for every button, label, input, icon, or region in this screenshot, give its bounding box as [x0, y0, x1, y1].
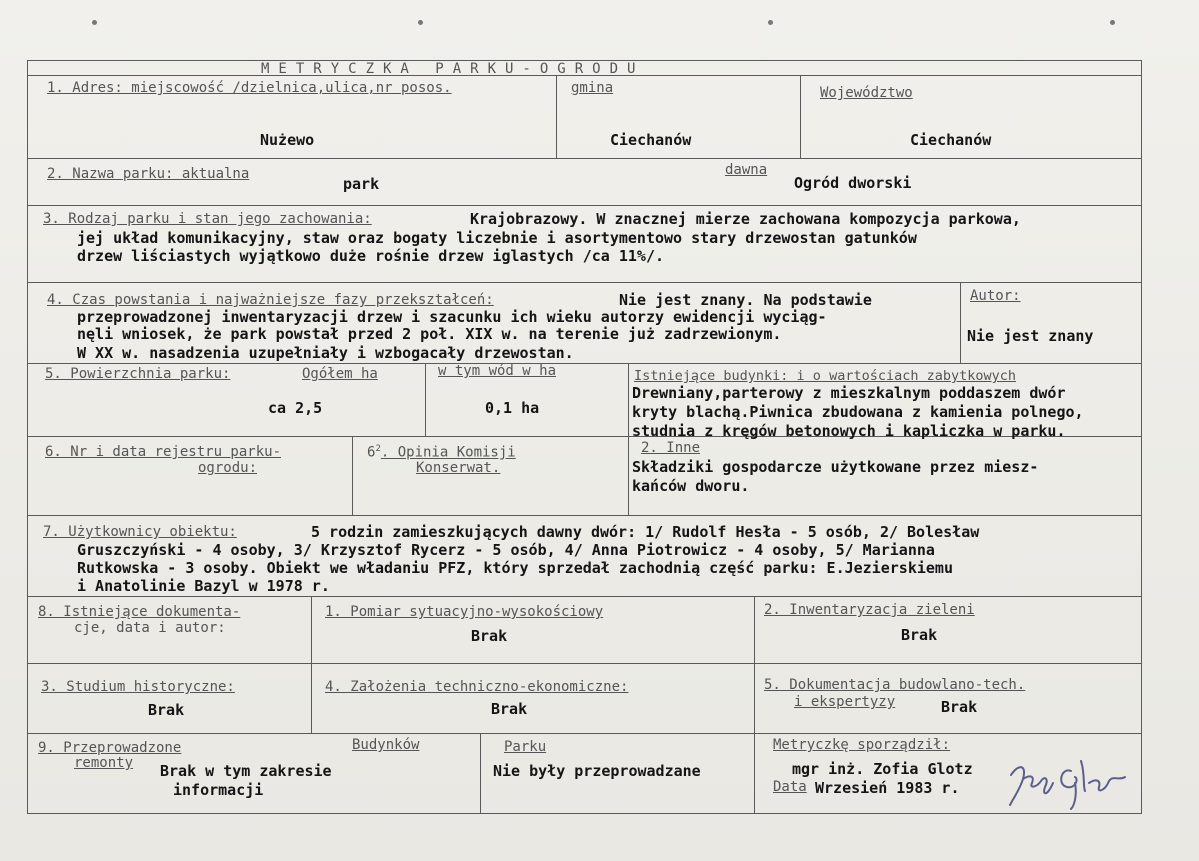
buildings-line: Drewniany,parterowy z mieszkalnym poddaszem dwór — [632, 384, 1066, 402]
date-value: Wrzesień 1983 r. — [815, 779, 960, 797]
buildings-label: Istniejące budynki: i o wartościach zabytkowych — [634, 368, 1017, 384]
author-label: Autor: — [970, 288, 1021, 304]
users-line: 5 rodzin zamieszkujących dawny dwór: 1/ Rudolf Hesła - 5 osób, 2/ Bolesław — [311, 523, 980, 541]
historical-study-label: 3. Studium historyczne: — [41, 679, 235, 695]
other-label: 2. Inne — [641, 440, 701, 456]
section-5 — [28, 363, 1141, 440]
water-value: 0,1 ha — [485, 399, 540, 417]
users-line: Rutkowska - 3 osoby. Obiekt we władaniu PFZ, który sprzedał zachodnią część parku: E.Jezierskiemu — [77, 559, 953, 577]
park-type-line: Krajobrazowy. W znacznej mierze zachowana kompozycja parkowa, — [470, 210, 1021, 228]
documentation-label: 8. Istniejące dokumenta- — [38, 604, 241, 620]
section-3 — [28, 206, 1141, 283]
punch-hole — [1110, 20, 1115, 25]
history-line: przeprowadzonej inwentaryzacji drzew i szacunku ich wieku autorzy ewidencji wyciąg- — [77, 308, 827, 326]
prepared-by-value: mgr inż. Zofia Glotz — [792, 760, 973, 778]
section-4 — [28, 283, 1141, 364]
author-value: Nie jest znany — [967, 327, 1094, 345]
users-label: 7. Użytkownicy obiektu: — [43, 524, 237, 540]
park-type-label: 3. Rodzaj parku i stan jego zachowania: — [43, 211, 372, 227]
construction-docs-label: 5. Dokumentacja budowlano-tech. — [764, 677, 1026, 693]
section-6 — [28, 437, 1141, 516]
register-label: 6. Nr i data rejestru parku- — [45, 444, 282, 460]
tech-economic-value: Brak — [491, 700, 528, 718]
park-type-line: jej układ komunikacyjny, staw oraz bogaty liczebnie i asortymentowo stary drzewostan gatunków — [77, 229, 917, 247]
form-title: METRYCZKA PARKU-OGRODU — [261, 61, 645, 77]
repairs-label: remonty — [74, 755, 134, 771]
historical-study-value: Brak — [148, 701, 185, 719]
repairs-park-value: Nie były przeprowadzane — [493, 762, 701, 780]
history-label: 4. Czas powstania i najważniejsze fazy przekształceń: — [47, 292, 494, 308]
title-row — [28, 61, 1141, 76]
area-total-value: ca 2,5 — [268, 399, 323, 417]
users-line: Gruszczyński - 4 osoby, 3/ Krzysztof Rycerz - 5 osób, 4/ Anna Piotrowicz - 4 osoby, 5/ Marianna — [77, 541, 935, 559]
section-9 — [28, 734, 1141, 813]
users-line: i Anatolinie Bazyl w 1978 r. — [77, 577, 330, 595]
park-name-former-label: dawna — [725, 162, 768, 178]
repairs-park-label: Parku — [504, 739, 547, 755]
history-line: nęli wniosek, że park powstał przed 2 poł. XIX w. na terenie już zadrzewionym. — [77, 325, 782, 343]
construction-docs-value: Brak — [941, 698, 978, 716]
form-table — [27, 60, 1142, 814]
construction-docs-label: i ekspertyzy — [794, 694, 896, 710]
repairs-buildings-label: Budynków — [352, 737, 420, 753]
register-label: ogrodu: — [198, 460, 258, 476]
park-name-label: 2. Nazwa parku: aktualna — [47, 166, 250, 182]
voivodeship-label: Województwo — [820, 85, 913, 101]
prepared-by-label: Metryczkę sporządził: — [773, 737, 951, 753]
other-line: Składziki gospodarcze użytkowane przez miesz- — [632, 458, 1039, 476]
section-1 — [28, 76, 1141, 159]
other-line: kańców dworu. — [632, 477, 750, 495]
history-line: W XX w. nasadzenia uzupełniały i wzbogacały drzewostan. — [77, 344, 574, 362]
punch-hole — [418, 20, 423, 25]
tech-economic-label: 4. Założenia techniczno-ekonomiczne: — [325, 679, 629, 695]
park-name-former: Ogród dworski — [794, 174, 912, 192]
date-label: Data — [773, 779, 807, 795]
handwritten-signature — [1005, 753, 1130, 813]
survey-value: Brak — [471, 627, 508, 645]
greenery-value: Brak — [901, 626, 938, 644]
punch-hole — [768, 20, 773, 25]
repairs-buildings-value: Brak w tym zakresie — [160, 762, 332, 780]
park-type-line: drzew liściastych wyjątkowo duże rośnie drzew iglastych /ca 11%/. — [77, 247, 664, 265]
gmina-value: Ciechanów — [610, 131, 692, 149]
section-8b — [28, 664, 1141, 734]
history-line: Nie jest znany. Na podstawie — [619, 291, 872, 309]
documentation-label: cje, data i autor: — [74, 620, 226, 636]
greenery-label: 2. Inwentaryzacja zieleni — [764, 602, 975, 618]
section-7 — [28, 516, 1141, 597]
area-label: 5. Powierzchnia parku: — [45, 366, 231, 382]
section-8a — [28, 597, 1141, 664]
gmina-label: gmina — [571, 80, 614, 96]
area-total-label: Ogółem ha — [302, 366, 378, 382]
survey-label: 1. Pomiar sytuacyjno-wysokościowy — [325, 604, 604, 620]
opinion-label: $6^2$. Opinia Komisji — [367, 444, 516, 461]
opinion-label: Konserwat. — [416, 460, 501, 476]
buildings-line: kryty blachą.Piwnica zbudowana z kamienia polnego, — [632, 403, 1084, 421]
water-label: w tym wód w ha — [438, 363, 557, 379]
repairs-label: 9. Przeprowadzone — [38, 740, 182, 756]
voivodeship-value: Ciechanów — [910, 131, 992, 149]
address-value: Nużewo — [260, 131, 315, 149]
repairs-buildings-value: informacji — [173, 781, 264, 799]
buildings-line: studnia z kręgów betonowych i kapliczka w parku. — [632, 422, 1066, 440]
punch-hole — [92, 20, 97, 25]
address-label: 1. Adres: miejscowość /dzielnica,ulica,nr posos. — [47, 80, 452, 96]
section-2 — [28, 159, 1141, 206]
park-name-current: park — [343, 175, 380, 193]
